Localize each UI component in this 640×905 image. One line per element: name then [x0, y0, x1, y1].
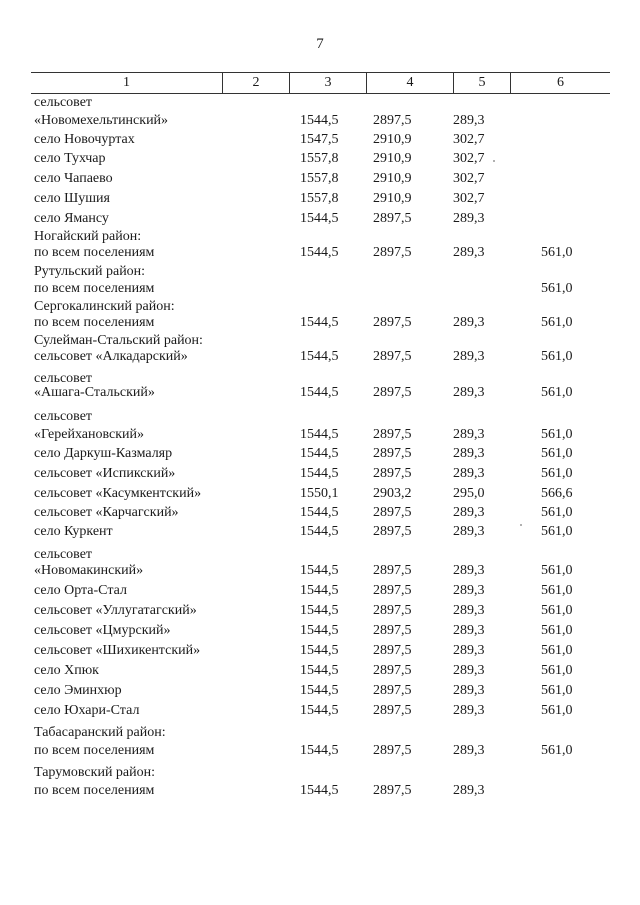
value-col-3: 1557,8 [300, 171, 339, 186]
row-name: село Куркент [34, 524, 113, 539]
table-row [0, 244, 640, 262]
value-col-6: 561,0 [541, 524, 573, 539]
value-col-5: 289,3 [453, 315, 485, 330]
value-col-5: 302,7 [453, 171, 485, 186]
value-col-5: 289,3 [453, 446, 485, 461]
table-row [0, 280, 640, 298]
value-col-4: 2897,5 [373, 703, 412, 718]
table-row [0, 384, 640, 402]
value-col-5: 289,3 [453, 505, 485, 520]
value-col-3: 1544,5 [300, 446, 339, 461]
row-name: «Ашага-Стальский» [34, 385, 155, 400]
table-row [0, 602, 640, 620]
value-col-3: 1544,5 [300, 315, 339, 330]
value-col-5: 289,3 [453, 385, 485, 400]
value-col-5: 289,3 [453, 603, 485, 618]
value-col-6: 561,0 [541, 603, 573, 618]
value-col-3: 1544,5 [300, 583, 339, 598]
value-col-4: 2897,5 [373, 783, 412, 798]
column-header-1: 1 [123, 75, 130, 90]
value-col-4: 2897,5 [373, 505, 412, 520]
table-row [0, 263, 640, 281]
value-col-3: 1544,5 [300, 466, 339, 481]
value-col-5: 289,3 [453, 743, 485, 758]
value-col-6: 561,0 [541, 349, 573, 364]
row-name: сельсовет [34, 409, 93, 424]
value-col-3: 1544,5 [300, 783, 339, 798]
value-col-6: 561,0 [541, 643, 573, 658]
value-col-4: 2897,5 [373, 315, 412, 330]
value-col-6: 561,0 [541, 315, 573, 330]
row-name: Тарумовский район: [34, 765, 156, 780]
value-col-3: 1557,8 [300, 151, 339, 166]
value-col-5: 289,3 [453, 524, 485, 539]
table-header [31, 72, 610, 94]
value-col-6: 561,0 [541, 466, 573, 481]
row-name: «Новомакинский» [34, 563, 144, 578]
value-col-4: 2897,5 [373, 385, 412, 400]
value-col-5: 289,3 [453, 349, 485, 364]
value-col-3: 1544,5 [300, 113, 339, 128]
value-col-5: 289,3 [453, 583, 485, 598]
table-row [0, 426, 640, 444]
value-col-4: 2897,5 [373, 643, 412, 658]
value-col-4: 2897,5 [373, 211, 412, 226]
table-row [0, 112, 640, 130]
row-name: по всем поселениям [34, 743, 155, 758]
table-row [0, 314, 640, 332]
table-row [0, 642, 640, 660]
value-col-3: 1544,5 [300, 683, 339, 698]
value-col-4: 2897,5 [373, 583, 412, 598]
column-header-6: 6 [557, 75, 564, 90]
row-name: село Хпюк [34, 663, 99, 678]
row-name: село Орта-Стал [34, 583, 127, 598]
row-name: по всем поселениям [34, 281, 155, 296]
table-row [0, 94, 640, 112]
value-col-5: 289,3 [453, 113, 485, 128]
row-name: по всем поселениям [34, 315, 155, 330]
table-row [0, 504, 640, 522]
value-col-6: 561,0 [541, 743, 573, 758]
value-col-3: 1544,5 [300, 505, 339, 520]
value-col-4: 2910,9 [373, 191, 412, 206]
value-col-6: 561,0 [541, 683, 573, 698]
value-col-3: 1557,8 [300, 191, 339, 206]
table-row [0, 724, 640, 742]
value-col-6: 561,0 [541, 663, 573, 678]
value-col-3: 1544,5 [300, 623, 339, 638]
table-row [0, 465, 640, 483]
table-row [0, 190, 640, 208]
value-col-6: 561,0 [541, 505, 573, 520]
row-name: сельсовет «Шихикентский» [34, 643, 201, 658]
row-name: Табасаранский район: [34, 725, 166, 740]
value-col-4: 2897,5 [373, 113, 412, 128]
table-row [0, 782, 640, 800]
row-name: село Чапаево [34, 171, 113, 186]
value-col-3: 1544,5 [300, 524, 339, 539]
value-col-4: 2897,5 [373, 743, 412, 758]
value-col-5: 289,3 [453, 245, 485, 260]
table-row [0, 150, 640, 168]
value-col-6: 561,0 [541, 703, 573, 718]
row-name: село Тухчар [34, 151, 106, 166]
value-col-6: 566,6 [541, 486, 573, 501]
value-col-4: 2897,5 [373, 623, 412, 638]
value-col-3: 1544,5 [300, 743, 339, 758]
value-col-5: 289,3 [453, 663, 485, 678]
column-header-5: 5 [478, 75, 486, 90]
table-row [0, 622, 640, 640]
value-col-3: 1544,5 [300, 245, 339, 260]
value-col-3: 1544,5 [300, 563, 339, 578]
value-col-3: 1544,5 [300, 385, 339, 400]
row-name: сельсовет «Алкадарский» [34, 349, 188, 364]
value-col-5: 289,3 [453, 563, 485, 578]
row-name: Сулейман-Стальский район: [34, 333, 203, 348]
row-name: сельсовет [34, 95, 93, 110]
value-col-4: 2897,5 [373, 466, 412, 481]
column-header-2: 2 [252, 75, 260, 90]
table-row [0, 408, 640, 426]
value-col-5: 289,3 [453, 703, 485, 718]
row-name: село Новочуртах [34, 132, 135, 147]
value-col-4: 2910,9 [373, 151, 412, 166]
value-col-6: 561,0 [541, 385, 573, 400]
column-header-3: 3 [324, 75, 332, 90]
row-name: сельсовет «Карчагский» [34, 505, 179, 520]
table-row [0, 582, 640, 600]
value-col-4: 2897,5 [373, 603, 412, 618]
value-col-4: 2910,9 [373, 132, 412, 147]
row-name: Ногайский район: [34, 229, 142, 244]
value-col-3: 1544,5 [300, 703, 339, 718]
value-col-4: 2897,5 [373, 683, 412, 698]
value-col-4: 2897,5 [373, 446, 412, 461]
value-col-4: 2897,5 [373, 427, 412, 442]
value-col-3: 1544,5 [300, 603, 339, 618]
value-col-5: 295,0 [453, 486, 485, 501]
table-row [0, 523, 640, 541]
table-row [0, 662, 640, 680]
value-col-5: 289,3 [453, 211, 485, 226]
value-col-4: 2897,5 [373, 245, 412, 260]
row-name: сельсовет «Касумкентский» [34, 486, 202, 501]
row-name: сельсовет «Уллугатагский» [34, 603, 197, 618]
value-col-3: 1544,5 [300, 349, 339, 364]
row-name: село Даркуш-Казмаляр [34, 446, 173, 461]
row-name: по всем поселениям [34, 245, 155, 260]
row-name: Сергокалинский район: [34, 299, 175, 314]
table-row [0, 445, 640, 463]
row-name: сельсовет «Цмурский» [34, 623, 171, 638]
value-col-4: 2897,5 [373, 349, 412, 364]
table-row [0, 210, 640, 228]
value-col-4: 2897,5 [373, 524, 412, 539]
value-col-3: 1547,5 [300, 132, 339, 147]
value-col-3: 1544,5 [300, 643, 339, 658]
value-col-5: 289,3 [453, 427, 485, 442]
row-name: село Юхари-Стал [34, 703, 140, 718]
row-name: сельсовет «Испикский» [34, 466, 176, 481]
table-row [0, 764, 640, 782]
value-col-5: 289,3 [453, 683, 485, 698]
table-row [0, 348, 640, 366]
value-col-4: 2910,9 [373, 171, 412, 186]
value-col-6: 561,0 [541, 583, 573, 598]
table-row [0, 562, 640, 580]
table-row [0, 742, 640, 760]
row-name: Рутульский район: [34, 264, 146, 279]
row-name: сельсовет [34, 547, 93, 562]
value-col-5: 302,7 [453, 151, 485, 166]
value-col-5: 289,3 [453, 623, 485, 638]
value-col-5: 302,7 [453, 132, 485, 147]
row-name: по всем поселениям [34, 783, 155, 798]
value-col-3: 1544,5 [300, 427, 339, 442]
row-name: «Герейхановский» [34, 427, 144, 442]
scan-speck [520, 524, 522, 526]
row-name: село Шушия [34, 191, 110, 206]
value-col-3: 1544,5 [300, 211, 339, 226]
row-name: сельсовет [34, 371, 93, 386]
value-col-4: 2897,5 [373, 663, 412, 678]
row-name: село Эминхюр [34, 683, 122, 698]
value-col-3: 1550,1 [300, 486, 339, 501]
value-col-5: 289,3 [453, 643, 485, 658]
value-col-5: 302,7 [453, 191, 485, 206]
value-col-6: 561,0 [541, 446, 573, 461]
row-name: «Новомехельтинский» [34, 113, 169, 128]
value-col-6: 561,0 [541, 563, 573, 578]
table-row [0, 702, 640, 720]
page-number: 7 [316, 36, 324, 52]
value-col-4: 2903,2 [373, 486, 412, 501]
column-header-4: 4 [406, 75, 414, 90]
value-col-6: 561,0 [541, 623, 573, 638]
row-name: село Ямансу [34, 211, 109, 226]
value-col-3: 1544,5 [300, 663, 339, 678]
value-col-5: 289,3 [453, 783, 485, 798]
table-row [0, 682, 640, 700]
value-col-6: 561,0 [541, 245, 573, 260]
value-col-5: 289,3 [453, 466, 485, 481]
value-col-6: 561,0 [541, 427, 573, 442]
table-row [0, 485, 640, 503]
value-col-6: 561,0 [541, 281, 573, 296]
table-row [0, 170, 640, 188]
scan-speck [493, 160, 495, 162]
value-col-4: 2897,5 [373, 563, 412, 578]
table-row [0, 131, 640, 149]
